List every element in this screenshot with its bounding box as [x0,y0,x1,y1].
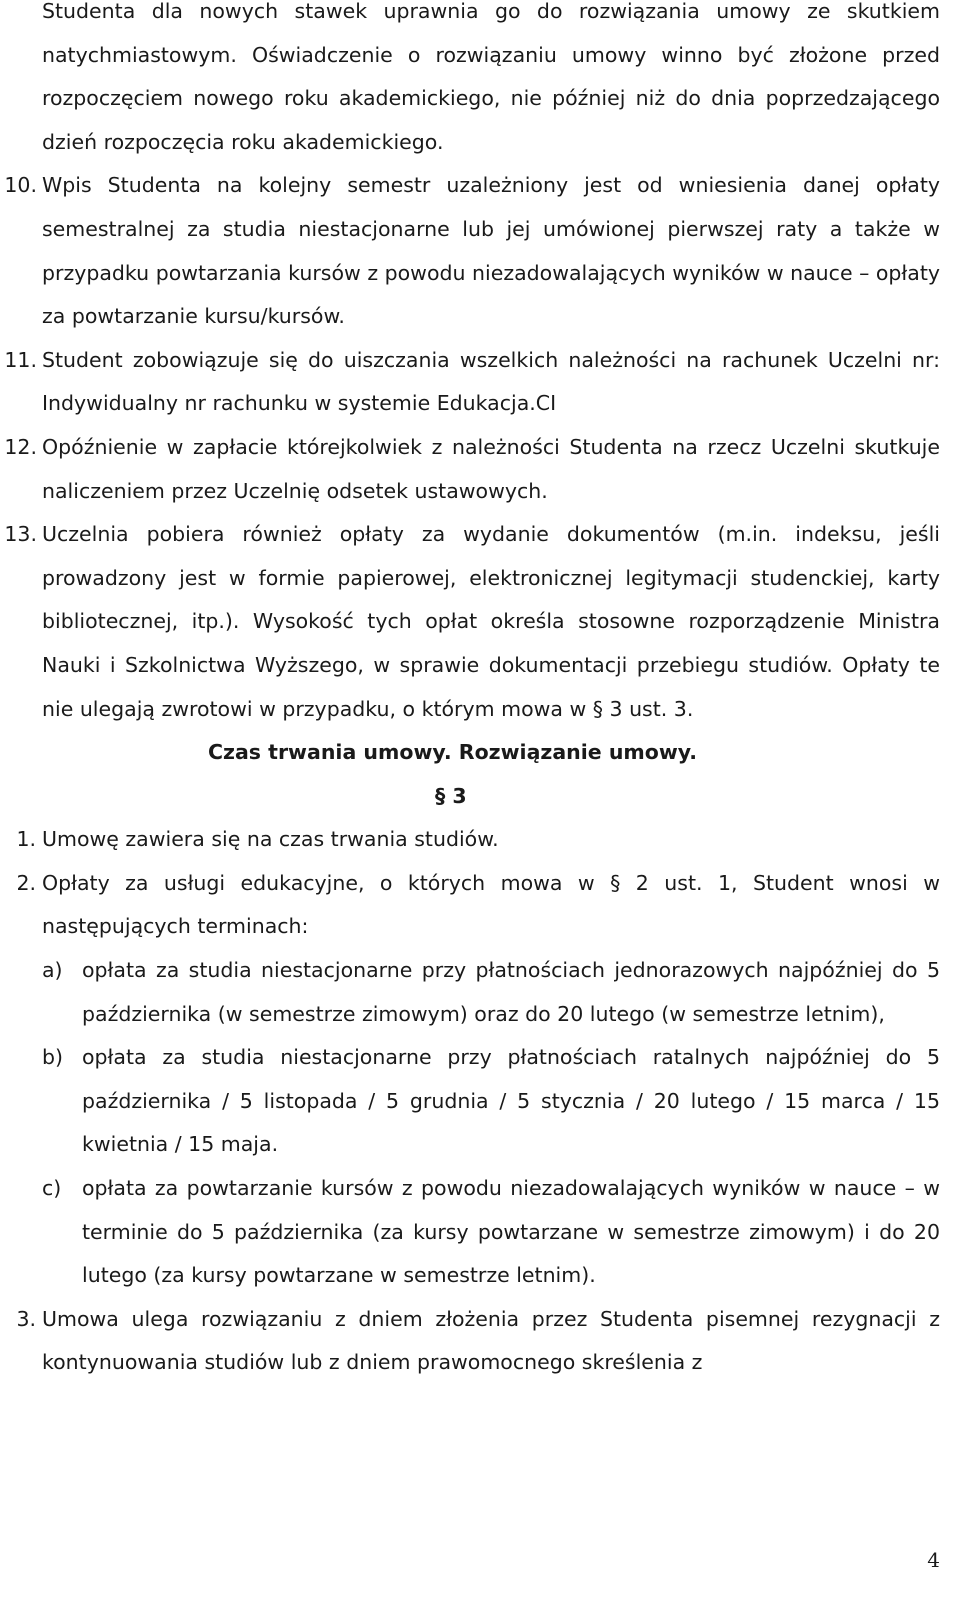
list-item-11 [4,339,940,426]
section-item-1 [16,818,940,862]
sub-item-text: opłata za powtarzanie kursów z powodu niezadowalających wyników w nauce – w terminie do 5 października (za kursy powtarzane w semestrze zimowym) i do 20 lutego (za kursy powtarzane w semestrze letnim). [82,1176,940,1288]
sub-item-label: b) [42,1045,64,1070]
item-number: 11. [4,347,37,372]
item-text: Uczelnia pobiera również opłaty za wydanie dokumentów (m.in. indeksu, jeśli prowadzony jest w formie papierowej, elektronicznej legitymacji studenckiej, karty bibliotecznej, itp.). Wysokość tych opłat określa stosowne rozporządzenie Ministra Nauki i Szkolnictwa Wyższego, w sprawie dokumentacji przebiegu studiów. Opłaty te nie ulegają zwrotowi w przypadku, o którym mowa w § 3 ust. 3. [42,522,940,721]
sub-item-b [42,1036,940,1167]
section-item-2 [16,862,940,1298]
section-item-text: Umowa ulega rozwiązaniu z dniem złożenia przez Studenta pisemnej rezygnacji z kontynuowania studiów lub z dniem prawomocnego skreślenia z [42,1306,940,1375]
section-item-number: 3. [16,1306,36,1331]
sub-item-c [42,1167,940,1298]
section-mark: § 3 [435,783,467,808]
item-number: 10. [4,173,37,198]
sub-item-a [42,949,940,1036]
list-item-10 [4,164,940,338]
item-text: Student zobowiązuje się do uiszczania wszelkich należności na rachunek Uczelni nr: Indywidualny nr rachunku w systemie Edukacja.CI [42,347,940,416]
section-item-body [42,862,940,1298]
sub-item-text: opłata za studia niestacjonarne przy płatnościach ratalnych najpóźniej do 5 października / 5 listopada / 5 grudnia / 5 stycznia / 20 lutego / 15 marca / 15 kwietnia / 15 maja. [82,1045,940,1157]
section-item-text: Umowę zawiera się na czas trwania studiów. [42,827,499,852]
page-number: 4 [927,1548,940,1573]
section-item-number: 1. [16,827,36,852]
item-text: Wpis Studenta na kolejny semestr uzależniony jest od wniesienia danej opłaty semestralnej za studia niestacjonarne lub jej umówionej pierwszej raty a także w przypadku powtarzania kursów z powodu niezadowalających wyników w nauce – opłaty za powtarzanie kursu/kursów. [42,173,940,329]
document-page [4,0,940,1385]
list-item-13 [4,513,940,731]
item-number: 13. [4,522,37,547]
sub-item-label: c) [42,1176,62,1201]
sub-item-label: a) [42,958,63,983]
item-text: Opóźnienie w zapłacie którejkolwiek z należności Studenta na rzecz Uczelni skutkuje naliczeniem przez Uczelnię odsetek ustawowych. [42,434,940,503]
list-item-12 [4,426,940,513]
item-number: 12. [4,434,37,459]
sub-item-text: opłata za studia niestacjonarne przy płatnościach jednorazowych najpóźniej do 5 października (w semestrze zimowym) oraz do 20 lutego (w semestrze letnim), [82,958,940,1026]
section-item-number: 2. [16,870,36,895]
section-item-3 [16,1298,940,1385]
intro-paragraph: Studenta dla nowych stawek uprawnia go do rozwiązania umowy ze skutkiem natychmiastowym. Oświadczenie o rozwiązaniu umowy winno być złożone przed rozpoczęciem nowego roku akademickiego, nie później niż do dnia poprzedzającego dzień rozpoczęcia roku akademickiego. [42,0,940,154]
section-item-text: Opłaty za usługi edukacyjne, o których mowa w § 2 ust. 1, Student wnosi w następujących terminach: [42,870,940,939]
section-heading: Czas trwania umowy. Rozwiązanie umowy. [208,740,698,765]
